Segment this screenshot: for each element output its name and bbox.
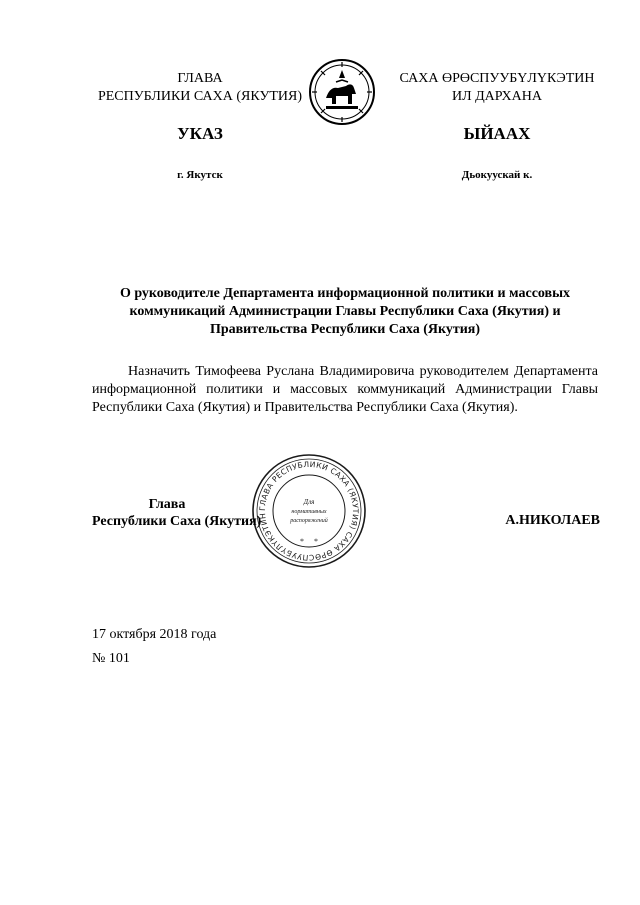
svg-text:*: * xyxy=(300,537,304,546)
signature-title-line2: Республики Саха (Якутия) xyxy=(92,514,262,529)
document-number: № 101 xyxy=(92,651,130,666)
signature-title-line1: Глава xyxy=(148,497,186,512)
header-left-line1: ГЛАВА xyxy=(177,71,223,86)
header-right-line2: ИЛ ДАРХАНА xyxy=(451,89,542,104)
coat-of-arms-icon xyxy=(308,58,376,126)
signature-name: А.НИКОЛАЕВ xyxy=(505,513,600,528)
document-type-left: УКАЗ xyxy=(177,124,223,143)
document-type-right: ЫЙААХ xyxy=(463,124,531,143)
signature-title xyxy=(92,496,282,530)
seal-ring-text: ГЛАВА РЕСПУБЛИКИ САХА (ЯКУТИЯ) САХА ӨРӨСПУУБҮЛҮКЭТИН xyxy=(257,459,361,563)
seal-center-text-3: распоряжений xyxy=(290,518,328,524)
document-title: О руководителе Департамента информационной политики и массовых коммуникаций Администрации Главы Республики Саха (Якутия) и Правительства Республики Саха (Якутия) xyxy=(119,286,571,337)
header-left-line2: РЕСПУБЛИКИ САХА (ЯКУТИЯ) xyxy=(97,89,303,104)
document-date: 17 октября 2018 года xyxy=(92,627,217,642)
city-left: г. Якутск xyxy=(177,169,223,181)
svg-text:*: * xyxy=(314,537,318,546)
seal-center-text-2: нормативных xyxy=(291,509,327,515)
city-right: Дьокуускай к. xyxy=(461,169,533,181)
document-body: Назначить Тимофеева Руслана Владимировича руководителем Департамента информационной политики и массовых коммуникаций Администрации Главы Республики Саха (Якутия) и Правительства Республики Саха (Якутия). xyxy=(92,364,598,415)
header-left-block xyxy=(80,70,320,106)
header-right-line1: САХА ӨРӨСПУУБҮЛҮКЭТИН xyxy=(399,71,595,86)
header-right-block xyxy=(392,70,602,106)
seal-center-text-1: Для xyxy=(303,498,315,506)
